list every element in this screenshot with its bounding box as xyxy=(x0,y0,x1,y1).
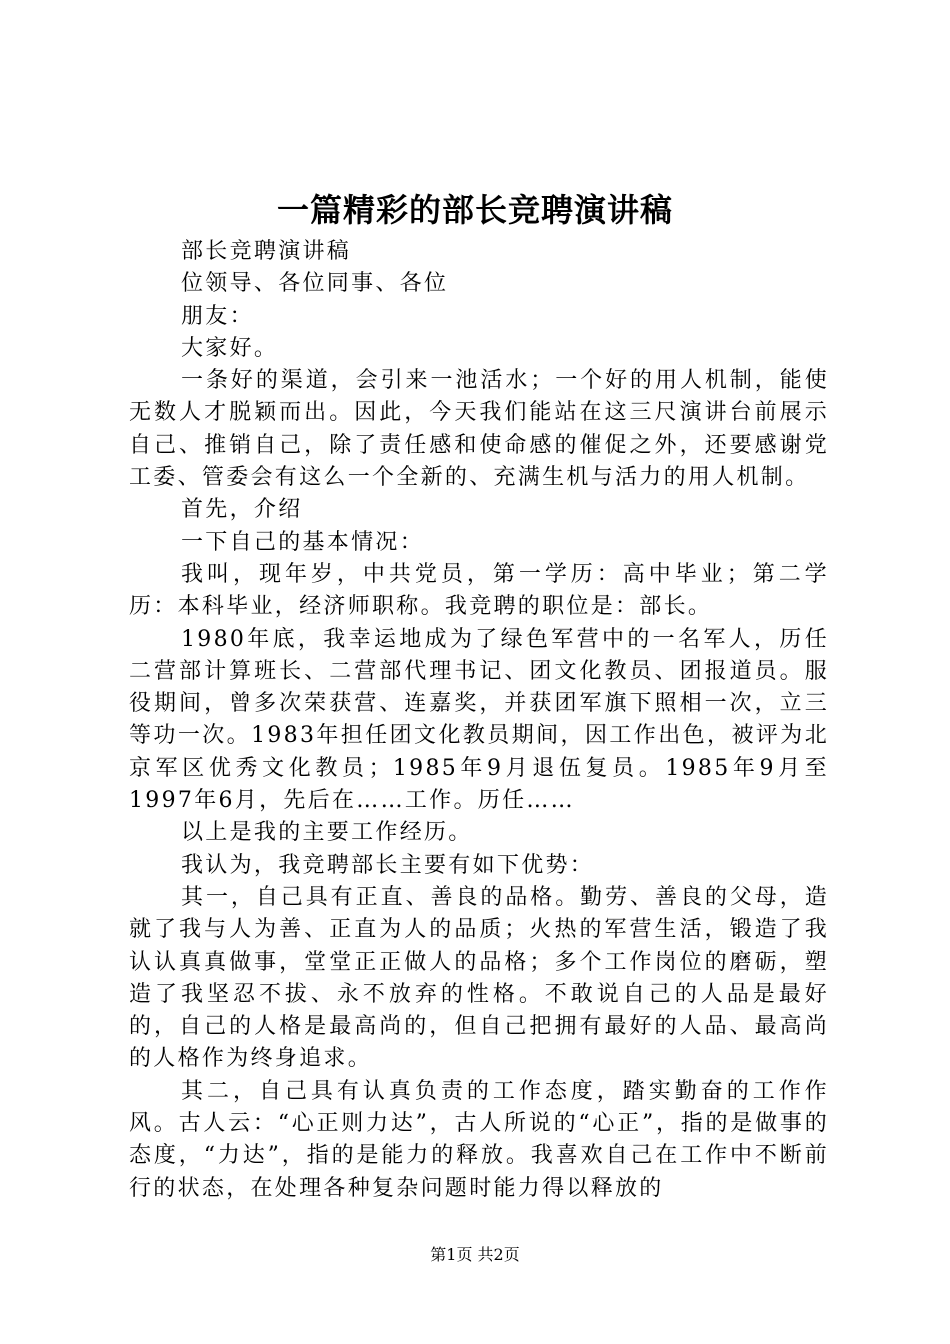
paragraph: 首先，介绍 xyxy=(181,497,303,523)
paragraph: 我叫，现年岁，中共党员，第一学历：高中毕业；第二学历：本科毕业，经济师职称。我竞聘的职位是：部长。 xyxy=(129,561,829,620)
paragraph: 大家好。 xyxy=(181,335,279,361)
paragraph: 一下自己的基本情况： xyxy=(181,529,425,555)
paragraph: 我认为，我竞聘部长主要有如下优势： xyxy=(181,852,595,878)
paragraph: 部长竞聘演讲稿 xyxy=(181,239,352,264)
paragraph: 一条好的渠道，会引来一池活水；一个好的用人机制，能使无数人才脱颖而出。因此，今天我们能站在这三尺演讲台前展示自己、推销自己，除了责任感和使命感的催促之外，还要感谢党工委、管委会有这么一个全新的、充满生机与活力的用人机制。 xyxy=(129,368,829,491)
paragraph: 其一，自己具有正直、善良的品格。勤劳、善良的父母，造就了我与人为善、正直为人的品质；火热的军营生活，锻造了我认认真真做事，堂堂正正做人的品格；多个工作岗位的磨砺，塑造了我坚忍不拔、永不放弃的性格。不敢说自己的人品是最好的，自己的人格是最高尚的，但自己把拥有最好的人品、最高尚的人格作为终身追求。 xyxy=(129,884,829,1072)
paragraph: 其二，自己具有认真负责的工作态度，踏实勤奋的工作作风。古人云：“心正则力达”，古人所说的“心正”，指的是做事的态度，“力达”，指的是能力的释放。我喜欢自己在工作中不断前行的状态，在处理各种复杂问题时能力得以释放的 xyxy=(129,1078,829,1201)
document-body xyxy=(129,236,829,1205)
paragraph: 位领导、各位同事、各位 xyxy=(181,271,449,297)
document-title: 一篇精彩的部长竞聘演讲稿 xyxy=(276,191,673,229)
page-footer: 第1页 共2页 xyxy=(430,1245,520,1264)
paragraph: 朋友： xyxy=(181,303,254,329)
paragraph: 以上是我的主要工作经历。 xyxy=(181,820,473,846)
paragraph: 1980年底，我幸运地成为了绿色军营中的一名军人，历任二营部计算班长、二营部代理书记、团文化教员、团报道员。服役期间，曾多次荣获营、连嘉奖，并获团军旗下照相一次，立三等功一次。1983年担任团文化教员期间，因工作出色，被评为北京军区优秀文化教员；1985年9月退伍复员。1985年9月至1997年6月，先后在……工作。历任…… xyxy=(129,626,829,814)
